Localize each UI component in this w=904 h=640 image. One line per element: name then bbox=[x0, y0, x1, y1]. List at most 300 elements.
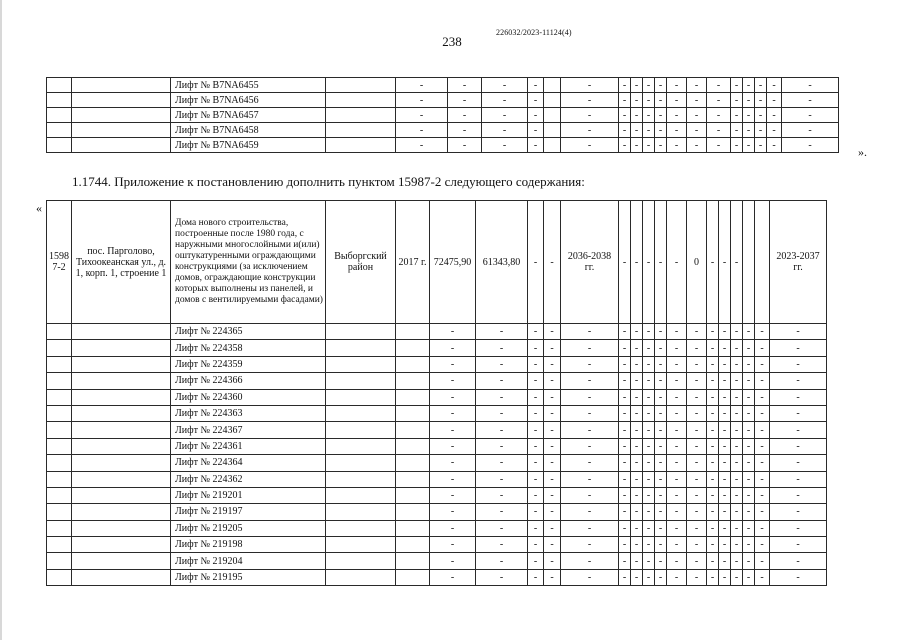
dash-cell: - bbox=[561, 123, 619, 138]
dash-cell: - bbox=[755, 356, 770, 372]
dash-cell: - bbox=[430, 324, 476, 340]
empty-cell bbox=[47, 520, 72, 536]
empty-cell bbox=[396, 340, 430, 356]
dash-cell: - bbox=[643, 569, 655, 585]
dash-cell: - bbox=[643, 537, 655, 553]
dash-cell: - bbox=[430, 405, 476, 421]
empty-cell bbox=[326, 422, 396, 438]
lift-label: Лифт № 219195 bbox=[171, 569, 326, 585]
area-living: 61343,80 bbox=[476, 201, 528, 324]
dash-cell: - bbox=[544, 340, 561, 356]
dash-cell: - bbox=[755, 93, 767, 108]
dash-cell: - bbox=[619, 553, 631, 569]
dash-cell: - bbox=[655, 422, 667, 438]
empty-cell bbox=[47, 438, 72, 454]
dash-cell: - bbox=[528, 123, 544, 138]
empty-cell bbox=[396, 569, 430, 585]
dash-cell: - bbox=[687, 520, 707, 536]
dash-cell: - bbox=[719, 455, 731, 471]
document-id: 226032/2023-11124(4) bbox=[496, 28, 572, 37]
dash-cell: - bbox=[731, 455, 743, 471]
dash-cell: - bbox=[707, 487, 719, 503]
dash-cell: - bbox=[561, 356, 619, 372]
dash-cell: - bbox=[655, 123, 667, 138]
dash-cell: - bbox=[743, 438, 755, 454]
dash-cell: - bbox=[528, 324, 544, 340]
lift-row bbox=[47, 487, 827, 503]
empty-cell bbox=[47, 78, 72, 93]
empty-cell bbox=[326, 405, 396, 421]
empty-cell bbox=[72, 504, 171, 520]
dash-cell: - bbox=[643, 455, 655, 471]
dash-cell: - bbox=[719, 373, 731, 389]
dash-cell: - bbox=[731, 324, 743, 340]
dash-cell: - bbox=[476, 471, 528, 487]
empty-cell bbox=[396, 487, 430, 503]
empty-cell bbox=[47, 389, 72, 405]
dash-cell: - bbox=[430, 471, 476, 487]
dash-cell: - bbox=[687, 123, 707, 138]
dash-cell: - bbox=[743, 471, 755, 487]
empty-cell bbox=[396, 373, 430, 389]
dash-cell: - bbox=[619, 405, 631, 421]
dash-cell: - bbox=[544, 569, 561, 585]
dash-cell: - bbox=[619, 324, 631, 340]
dash-cell: - bbox=[631, 504, 643, 520]
dash-cell: - bbox=[707, 108, 731, 123]
dash-cell: - bbox=[731, 123, 743, 138]
dash-cell: - bbox=[719, 471, 731, 487]
dash-cell: - bbox=[731, 389, 743, 405]
dash-cell: - bbox=[770, 389, 827, 405]
dash-cell: - bbox=[743, 78, 755, 93]
dash-cell: - bbox=[619, 78, 631, 93]
lift-label: Лифт № B7NA6458 bbox=[171, 123, 326, 138]
empty-cell bbox=[72, 520, 171, 536]
dash-cell: - bbox=[430, 356, 476, 372]
lift-label: Лифт № 224365 bbox=[171, 324, 326, 340]
dash-cell: - bbox=[687, 138, 707, 153]
dash-cell: - bbox=[667, 471, 687, 487]
empty-cell bbox=[396, 455, 430, 471]
dash-cell: - bbox=[528, 504, 544, 520]
dash-cell: - bbox=[528, 405, 544, 421]
dash-cell: - bbox=[561, 471, 619, 487]
empty-cell bbox=[47, 138, 72, 153]
dash-cell: - bbox=[731, 537, 743, 553]
dash-cell: - bbox=[482, 93, 528, 108]
dash-cell: - bbox=[719, 340, 731, 356]
dash-cell: - bbox=[643, 389, 655, 405]
lift-row bbox=[47, 553, 827, 569]
dash-cell: - bbox=[482, 123, 528, 138]
empty-cell bbox=[72, 389, 171, 405]
lift-label: Лифт № 219198 bbox=[171, 537, 326, 553]
dash-cell: - bbox=[476, 405, 528, 421]
dash-cell: - bbox=[687, 356, 707, 372]
dash-cell: - bbox=[655, 389, 667, 405]
dash-cell: - bbox=[619, 471, 631, 487]
dash-cell: - bbox=[667, 438, 687, 454]
dash-cell: - bbox=[707, 537, 719, 553]
dash-cell: - bbox=[430, 504, 476, 520]
dash-cell: - bbox=[770, 405, 827, 421]
dash-cell: - bbox=[544, 537, 561, 553]
lift-label: Лифт № 219201 bbox=[171, 487, 326, 503]
dash-cell: - bbox=[687, 389, 707, 405]
dash-cell: - bbox=[430, 389, 476, 405]
empty-cell bbox=[72, 537, 171, 553]
dash-cell: - bbox=[544, 471, 561, 487]
dash-cell: - bbox=[619, 422, 631, 438]
dash-cell: - bbox=[643, 504, 655, 520]
head-cell bbox=[755, 201, 770, 324]
dash-cell: - bbox=[528, 138, 544, 153]
zero-cell: 0 bbox=[687, 201, 707, 324]
dash-cell: - bbox=[643, 123, 655, 138]
closing-quote: ». bbox=[858, 145, 867, 159]
lift-label: Лифт № 219204 bbox=[171, 553, 326, 569]
empty-cell bbox=[326, 520, 396, 536]
dash-cell: - bbox=[755, 471, 770, 487]
empty-cell bbox=[396, 422, 430, 438]
lift-label: Лифт № 224359 bbox=[171, 356, 326, 372]
term-period: 2023-2037 гг. bbox=[770, 201, 827, 324]
dash-cell: - bbox=[731, 373, 743, 389]
dash-cell: - bbox=[561, 389, 619, 405]
dash-cell: - bbox=[687, 471, 707, 487]
dash-cell: - bbox=[655, 487, 667, 503]
dash-cell: - bbox=[687, 93, 707, 108]
dash-cell: - bbox=[731, 356, 743, 372]
lift-row bbox=[47, 340, 827, 356]
dash-cell: - bbox=[631, 78, 643, 93]
dash-cell: - bbox=[544, 455, 561, 471]
dash-cell: - bbox=[770, 569, 827, 585]
empty-cell bbox=[326, 93, 396, 108]
empty-cell bbox=[72, 123, 171, 138]
dash-cell: - bbox=[544, 504, 561, 520]
dash-cell: - bbox=[643, 520, 655, 536]
dash-cell: - bbox=[631, 405, 643, 421]
dash-cell: - bbox=[643, 487, 655, 503]
empty-cell bbox=[326, 455, 396, 471]
dash-cell: - bbox=[561, 373, 619, 389]
empty-cell bbox=[326, 138, 396, 153]
dash-cell: - bbox=[743, 405, 755, 421]
empty-cell bbox=[326, 471, 396, 487]
empty-cell bbox=[396, 537, 430, 553]
dash-cell: - bbox=[619, 389, 631, 405]
head-cell: - bbox=[719, 201, 731, 324]
dash-cell: - bbox=[643, 108, 655, 123]
dash-cell: - bbox=[667, 504, 687, 520]
empty-cell bbox=[47, 108, 72, 123]
dash-cell: - bbox=[528, 356, 544, 372]
dash-cell: - bbox=[707, 389, 719, 405]
dash-cell: - bbox=[755, 537, 770, 553]
dash-cell: - bbox=[430, 553, 476, 569]
dash-cell: - bbox=[782, 138, 839, 153]
dash-cell: - bbox=[544, 520, 561, 536]
dash-cell: - bbox=[755, 108, 767, 123]
dash-cell: - bbox=[767, 108, 782, 123]
empty-cell bbox=[72, 78, 171, 93]
dash-cell: - bbox=[770, 438, 827, 454]
dash-cell: - bbox=[631, 537, 643, 553]
dash-cell: - bbox=[643, 422, 655, 438]
dash-cell: - bbox=[707, 438, 719, 454]
empty-cell bbox=[72, 373, 171, 389]
dash-cell: - bbox=[619, 123, 631, 138]
dash-cell: - bbox=[770, 324, 827, 340]
empty-cell bbox=[326, 537, 396, 553]
lift-label: Лифт № 224362 bbox=[171, 471, 326, 487]
dash-cell: - bbox=[396, 138, 448, 153]
dash-cell: - bbox=[528, 537, 544, 553]
dash-cell: - bbox=[619, 93, 631, 108]
dash-cell: - bbox=[731, 340, 743, 356]
dash-cell: - bbox=[655, 324, 667, 340]
dash-cell: - bbox=[655, 455, 667, 471]
continuation-table bbox=[46, 77, 839, 153]
dash-cell: - bbox=[731, 138, 743, 153]
dash-cell: - bbox=[755, 405, 770, 421]
dash-cell: - bbox=[619, 138, 631, 153]
empty-cell bbox=[544, 123, 561, 138]
lift-label: Лифт № 224358 bbox=[171, 340, 326, 356]
dash-cell: - bbox=[755, 520, 770, 536]
dash-cell: - bbox=[528, 389, 544, 405]
dash-cell: - bbox=[687, 78, 707, 93]
empty-cell bbox=[47, 373, 72, 389]
dash-cell: - bbox=[770, 553, 827, 569]
scan-edge bbox=[0, 0, 2, 640]
dash-cell: - bbox=[655, 504, 667, 520]
dash-cell: - bbox=[655, 340, 667, 356]
dash-cell: - bbox=[430, 537, 476, 553]
dash-cell: - bbox=[707, 373, 719, 389]
dash-cell: - bbox=[667, 389, 687, 405]
dash-cell: - bbox=[667, 422, 687, 438]
dash-cell: - bbox=[770, 422, 827, 438]
dash-cell: - bbox=[643, 138, 655, 153]
dash-cell: - bbox=[782, 123, 839, 138]
dash-cell: - bbox=[561, 324, 619, 340]
lift-label: Лифт № 224360 bbox=[171, 389, 326, 405]
dash-cell: - bbox=[755, 487, 770, 503]
lift-row bbox=[47, 504, 827, 520]
dash-cell: - bbox=[687, 438, 707, 454]
dash-cell: - bbox=[770, 340, 827, 356]
dash-cell: - bbox=[476, 553, 528, 569]
item-number: 1598 7-2 bbox=[47, 201, 72, 324]
dash-cell: - bbox=[719, 356, 731, 372]
dash-cell: - bbox=[561, 537, 619, 553]
empty-cell bbox=[47, 123, 72, 138]
dash-cell: - bbox=[544, 438, 561, 454]
dash-cell: - bbox=[643, 553, 655, 569]
empty-cell bbox=[396, 553, 430, 569]
dash-cell: - bbox=[667, 123, 687, 138]
empty-cell bbox=[72, 422, 171, 438]
dash-cell: - bbox=[667, 324, 687, 340]
dash-cell: - bbox=[743, 537, 755, 553]
lift-row bbox=[47, 108, 839, 123]
dash-cell: - bbox=[482, 138, 528, 153]
dash-cell: - bbox=[687, 373, 707, 389]
dash-cell: - bbox=[731, 78, 743, 93]
dash-cell: - bbox=[719, 504, 731, 520]
empty-cell bbox=[326, 108, 396, 123]
empty-cell bbox=[47, 405, 72, 421]
dash-cell: - bbox=[707, 422, 719, 438]
empty-cell bbox=[72, 405, 171, 421]
empty-cell bbox=[72, 340, 171, 356]
dash-cell: - bbox=[561, 405, 619, 421]
dash-cell: - bbox=[643, 373, 655, 389]
dash-cell: - bbox=[631, 471, 643, 487]
dash-cell: - bbox=[619, 340, 631, 356]
lift-row bbox=[47, 389, 827, 405]
dash-cell: - bbox=[667, 405, 687, 421]
empty-cell bbox=[326, 389, 396, 405]
dash-cell: - bbox=[755, 123, 767, 138]
dash-cell: - bbox=[767, 93, 782, 108]
dash-cell: - bbox=[631, 373, 643, 389]
dash-cell: - bbox=[561, 504, 619, 520]
dash-cell: - bbox=[667, 108, 687, 123]
dash-cell: - bbox=[743, 356, 755, 372]
dash-cell: - bbox=[544, 405, 561, 421]
empty-cell bbox=[72, 108, 171, 123]
dash-cell: - bbox=[643, 78, 655, 93]
lift-row bbox=[47, 93, 839, 108]
dash-cell: - bbox=[619, 520, 631, 536]
dash-cell: - bbox=[561, 455, 619, 471]
amendment-paragraph: 1.1744. Приложение к постановлению дополнить пунктом 15987-2 следующего содержания: bbox=[72, 174, 585, 189]
dash-cell: - bbox=[755, 373, 770, 389]
dash-cell: - bbox=[743, 138, 755, 153]
dash-cell: - bbox=[719, 569, 731, 585]
empty-cell bbox=[72, 356, 171, 372]
dash-cell: - bbox=[476, 569, 528, 585]
dash-cell: - bbox=[655, 438, 667, 454]
lift-label: Лифт № 224367 bbox=[171, 422, 326, 438]
dash-cell: - bbox=[707, 340, 719, 356]
dash-cell: - bbox=[687, 553, 707, 569]
lift-row bbox=[47, 471, 827, 487]
dash-cell: - bbox=[743, 373, 755, 389]
dash-cell: - bbox=[743, 455, 755, 471]
lift-row bbox=[47, 78, 839, 93]
dash-cell: - bbox=[755, 569, 770, 585]
dash-cell: - bbox=[767, 123, 782, 138]
empty-cell bbox=[326, 340, 396, 356]
dash-cell: - bbox=[707, 356, 719, 372]
empty-cell bbox=[326, 569, 396, 585]
lift-label: Лифт № 219205 bbox=[171, 520, 326, 536]
dash-cell: - bbox=[631, 324, 643, 340]
dash-cell: - bbox=[731, 504, 743, 520]
dash-cell: - bbox=[631, 356, 643, 372]
dash-cell: - bbox=[561, 553, 619, 569]
empty-cell bbox=[72, 569, 171, 585]
empty-cell bbox=[72, 487, 171, 503]
dash-cell: - bbox=[544, 373, 561, 389]
dash-cell: - bbox=[631, 422, 643, 438]
dash-cell: - bbox=[667, 356, 687, 372]
dash-cell: - bbox=[476, 487, 528, 503]
empty-cell bbox=[72, 438, 171, 454]
dash-cell: - bbox=[619, 487, 631, 503]
empty-cell bbox=[396, 438, 430, 454]
dash-cell: - bbox=[482, 108, 528, 123]
lift-row bbox=[47, 455, 827, 471]
dash-cell: - bbox=[396, 108, 448, 123]
build-year: 2017 г. bbox=[396, 201, 430, 324]
dash-cell: - bbox=[561, 487, 619, 503]
dash-cell: - bbox=[731, 487, 743, 503]
dash-cell: - bbox=[631, 138, 643, 153]
dash-cell: - bbox=[655, 108, 667, 123]
dash-cell: - bbox=[476, 520, 528, 536]
dash-cell: - bbox=[707, 78, 731, 93]
dash-cell: - bbox=[631, 487, 643, 503]
dash-cell: - bbox=[687, 405, 707, 421]
dash-cell: - bbox=[430, 438, 476, 454]
dash-cell: - bbox=[619, 356, 631, 372]
dash-cell: - bbox=[770, 520, 827, 536]
empty-cell bbox=[47, 340, 72, 356]
dash-cell: - bbox=[430, 422, 476, 438]
dash-cell: - bbox=[767, 138, 782, 153]
dash-cell: - bbox=[707, 123, 731, 138]
dash-cell: - bbox=[767, 78, 782, 93]
lift-row bbox=[47, 438, 827, 454]
district: Выборгский район bbox=[326, 201, 396, 324]
dash-cell: - bbox=[482, 78, 528, 93]
dash-cell: - bbox=[655, 553, 667, 569]
dash-cell: - bbox=[743, 487, 755, 503]
lift-row bbox=[47, 123, 839, 138]
dash-cell: - bbox=[719, 553, 731, 569]
empty-cell bbox=[72, 455, 171, 471]
dash-cell: - bbox=[561, 520, 619, 536]
dash-cell: - bbox=[743, 108, 755, 123]
dash-cell: - bbox=[743, 123, 755, 138]
dash-cell: - bbox=[643, 340, 655, 356]
dash-cell: - bbox=[619, 504, 631, 520]
head-cell: - bbox=[544, 201, 561, 324]
dash-cell: - bbox=[655, 520, 667, 536]
repair-period: 2036-2038 гг. bbox=[561, 201, 619, 324]
dash-cell: - bbox=[643, 93, 655, 108]
empty-cell bbox=[47, 422, 72, 438]
lift-row bbox=[47, 405, 827, 421]
head-cell: - bbox=[619, 201, 631, 324]
dash-cell: - bbox=[476, 356, 528, 372]
empty-cell bbox=[396, 504, 430, 520]
dash-cell: - bbox=[619, 569, 631, 585]
dash-cell: - bbox=[619, 455, 631, 471]
dash-cell: - bbox=[655, 138, 667, 153]
dash-cell: - bbox=[544, 487, 561, 503]
dash-cell: - bbox=[643, 405, 655, 421]
dash-cell: - bbox=[743, 93, 755, 108]
head-cell bbox=[743, 201, 755, 324]
dash-cell: - bbox=[731, 438, 743, 454]
